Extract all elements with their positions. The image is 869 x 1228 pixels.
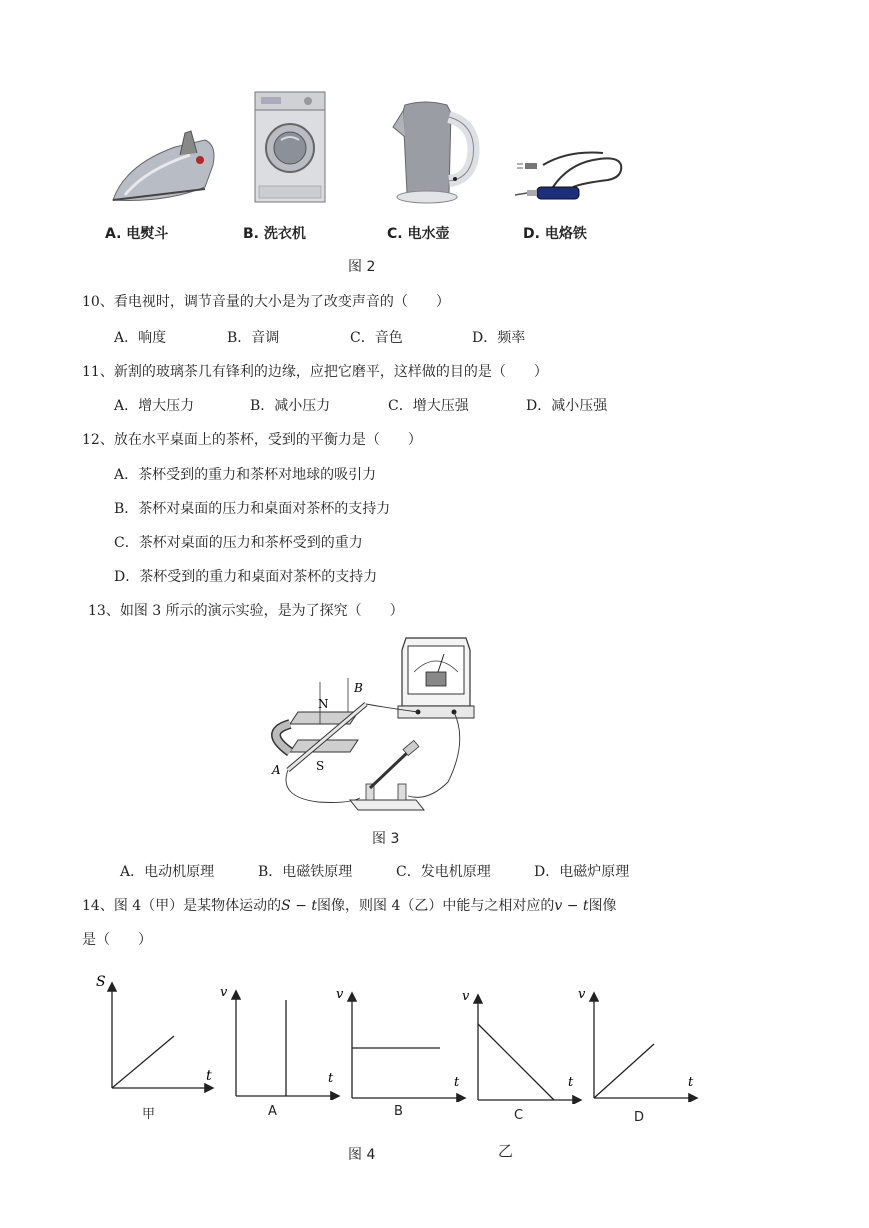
figure-4-yi-label: 乙 bbox=[498, 1142, 514, 1160]
graph-b bbox=[330, 982, 470, 1102]
rod-end-b-label: B bbox=[354, 681, 363, 695]
graph-d-increasing-line bbox=[594, 1044, 654, 1098]
question-13-option-b: B．电磁铁原理 bbox=[258, 864, 353, 880]
graph-c-x-axis-label: t bbox=[568, 1075, 574, 1090]
figure-4-caption: 图 4 bbox=[348, 1147, 376, 1163]
appliance-label-c: C. 电水壶 bbox=[387, 226, 450, 242]
graph-d-y-axis-label: v bbox=[578, 987, 586, 1002]
electric-kettle-image bbox=[385, 97, 480, 205]
question-11-option-d: D．减小压强 bbox=[526, 398, 608, 414]
graph-b-x-axis-label: t bbox=[454, 1075, 460, 1090]
knife-switch bbox=[350, 740, 424, 810]
question-13-option-c: C．发电机原理 bbox=[396, 864, 491, 880]
graph-c-y-axis-label: v bbox=[462, 989, 470, 1004]
question-11-option-b: B．减小压力 bbox=[250, 398, 331, 414]
question-14-stem bbox=[82, 896, 617, 916]
graph-jia-label: 甲 bbox=[142, 1107, 156, 1122]
question-12-option-c: C．茶杯对桌面的压力和茶杯受到的重力 bbox=[114, 535, 363, 551]
graph-a-label: A bbox=[268, 1104, 277, 1119]
vt-symbol: v − t bbox=[554, 898, 589, 914]
graph-b-y-axis-label: v bbox=[336, 987, 344, 1002]
question-13-option-d: D．电磁炉原理 bbox=[534, 864, 630, 880]
rod-end-a-label: A bbox=[272, 763, 281, 777]
question-14-stem-part1: 14、图 4（甲）是某物体运动的 bbox=[82, 898, 282, 914]
question-13-option-a: A．电动机原理 bbox=[120, 864, 215, 880]
appliance-label-d: D. 电烙铁 bbox=[523, 226, 587, 242]
question-14-stem-part2: 图像，则图 4（乙）中能与之相对应的 bbox=[317, 898, 555, 914]
question-11-stem: 11、新割的玻璃茶几有锋利的边缘，应把它磨平，这样做的目的是（ ） bbox=[82, 364, 548, 380]
appliance-label-b: B. 洗衣机 bbox=[243, 226, 306, 242]
soldering-iron-image bbox=[513, 145, 628, 210]
electric-iron-image bbox=[105, 125, 225, 215]
question-10-option-b: B．音调 bbox=[227, 330, 280, 346]
graph-d-label: D bbox=[634, 1110, 645, 1125]
graph-a-y-axis-label: v bbox=[220, 985, 228, 1000]
graph-c bbox=[456, 984, 586, 1104]
figure-2 bbox=[95, 85, 655, 280]
galvanometer bbox=[398, 638, 474, 718]
question-10-option-c: C．音色 bbox=[350, 330, 403, 346]
graph-b-label: B bbox=[394, 1104, 403, 1119]
question-11-option-a: A．增大压力 bbox=[114, 398, 195, 414]
question-12-stem: 12、放在水平桌面上的茶杯，受到的平衡力是（ ） bbox=[82, 432, 422, 448]
question-14-stem-part3: 图像 bbox=[588, 898, 617, 914]
figure-2-caption: 图 2 bbox=[348, 259, 376, 275]
graph-jia bbox=[90, 968, 220, 1094]
question-10-option-d: D．频率 bbox=[472, 330, 526, 346]
jia-st-line bbox=[112, 1036, 174, 1088]
graph-d-x-axis-label: t bbox=[688, 1075, 694, 1090]
appliance-label-a: A. 电熨斗 bbox=[105, 226, 169, 242]
question-14-stem-line2: 是（ ） bbox=[82, 932, 152, 948]
question-12-option-d: D．茶杯受到的重力和桌面对茶杯的支持力 bbox=[114, 569, 378, 585]
figure-3-apparatus bbox=[258, 632, 480, 820]
question-10-option-a: A．响度 bbox=[114, 330, 167, 346]
graph-a bbox=[214, 980, 344, 1100]
graph-c-label: C bbox=[514, 1108, 524, 1123]
graph-d bbox=[572, 982, 702, 1102]
magnet-north-label: N bbox=[318, 697, 329, 711]
st-symbol: S − t bbox=[281, 898, 318, 914]
graph-c-decreasing-line bbox=[478, 1024, 554, 1100]
figure-3-caption: 图 3 bbox=[372, 831, 400, 847]
question-12-option-b: B．茶杯对桌面的压力和桌面对茶杯的支持力 bbox=[114, 501, 391, 517]
graph-a-x-axis-label: t bbox=[328, 1071, 334, 1086]
question-11-option-c: C．增大压强 bbox=[388, 398, 469, 414]
magnet-south-label: S bbox=[316, 759, 325, 773]
jia-x-axis-label: t bbox=[206, 1068, 212, 1084]
question-12-option-a: A．茶杯受到的重力和茶杯对地球的吸引力 bbox=[114, 467, 377, 483]
jia-y-axis-label: S bbox=[96, 974, 106, 990]
washing-machine-image bbox=[253, 90, 328, 205]
question-10-stem: 10、看电视时，调节音量的大小是为了改变声音的（ ） bbox=[82, 294, 450, 310]
question-13-stem: 13、如图 3 所示的演示实验，是为了探究（ ） bbox=[88, 603, 404, 619]
